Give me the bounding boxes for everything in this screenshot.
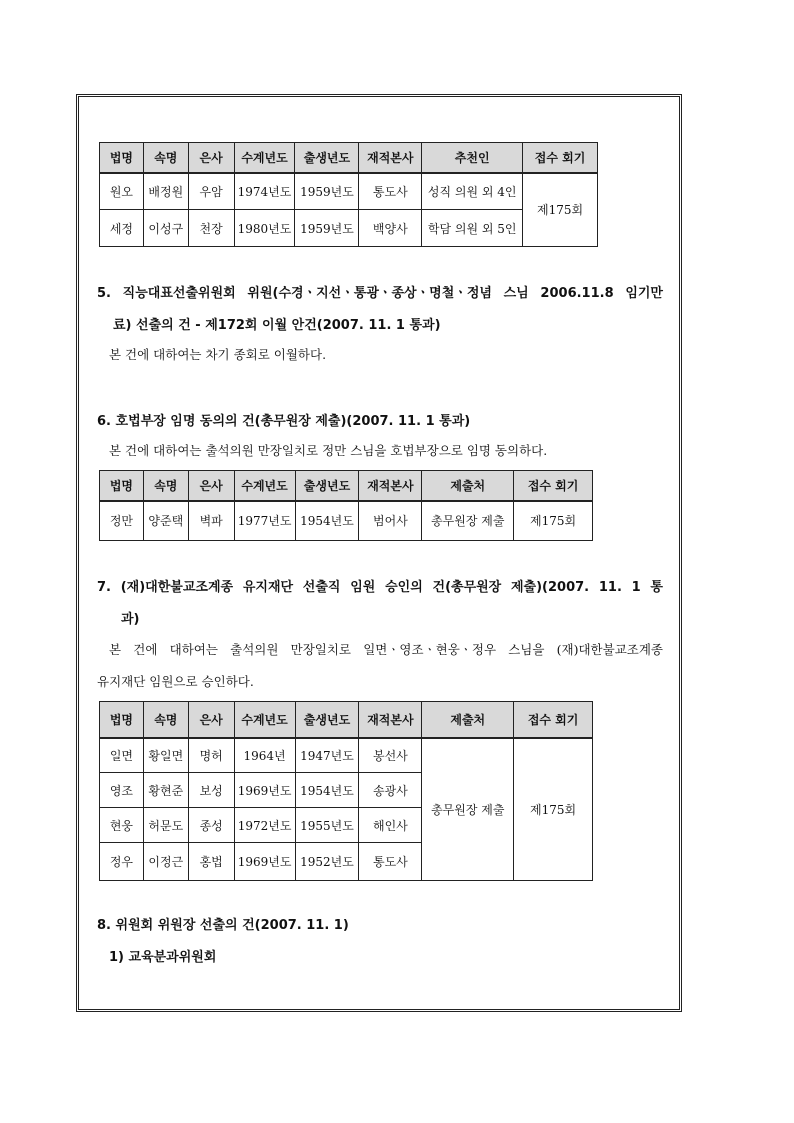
cell: 1969년도 <box>234 773 295 808</box>
cell: 정우 <box>100 843 144 881</box>
cell: 송광사 <box>359 773 422 808</box>
section6-body: 본 건에 대하여는 출석의원 만장일치로 정만 스님을 호법부장으로 임명 동의하다. <box>109 443 548 458</box>
appointment-table <box>99 470 593 541</box>
section5-body: 본 건에 대하여는 차기 종회로 이월하다. <box>109 347 327 362</box>
cell: 학담 의원 외 5인 <box>422 210 523 247</box>
cell: 1977년도 <box>234 501 295 541</box>
cell: 1954년도 <box>295 501 359 541</box>
session-cell: 제175회 <box>523 173 598 247</box>
table-header-row <box>100 702 593 738</box>
cell: 일면 <box>100 738 144 773</box>
col-header: 출생년도 <box>295 702 359 738</box>
section5-title-line2: 료) 선출의 건 - 제172회 이월 안건(2007. 11. 1 통과) <box>113 318 441 333</box>
cell: 정만 <box>100 501 144 541</box>
section8-title: 8. 위원회 위원장 선출의 건(2007. 11. 1) <box>97 918 349 933</box>
col-header: 속명 <box>143 143 188 173</box>
cell: 홍법 <box>188 843 234 881</box>
submitter-cell: 총무원장 제출 <box>422 738 514 881</box>
cell: 1952년도 <box>295 843 359 881</box>
col-header: 은사 <box>188 702 234 738</box>
col-header: 접수 회기 <box>514 702 593 738</box>
col-header: 법명 <box>100 702 144 738</box>
col-header: 은사 <box>188 143 234 173</box>
col-header: 재적본사 <box>359 471 422 501</box>
members-table <box>99 142 598 247</box>
col-header: 출생년도 <box>295 143 359 173</box>
cell: 세정 <box>100 210 144 247</box>
cell: 황현준 <box>143 773 188 808</box>
section7-body-line2: 유지재단 임원으로 승인하다. <box>97 674 254 689</box>
section7-title-line1: 7. (재)대한불교조계종 유지재단 선출직 임원 승인의 건(총무원장 제출)(2007. 11. 1 통 <box>97 580 663 595</box>
cell: 황일면 <box>143 738 188 773</box>
cell: 성직 의원 외 4인 <box>422 173 523 210</box>
session-cell: 제175회 <box>514 738 593 881</box>
cell: 1954년도 <box>295 773 359 808</box>
table-header-row <box>100 471 593 501</box>
col-header: 은사 <box>188 471 234 501</box>
table-row <box>100 173 598 210</box>
col-header: 출생년도 <box>295 471 359 501</box>
cell: 총무원장 제출 <box>422 501 514 541</box>
col-header: 제출처 <box>422 702 514 738</box>
section6-title: 6. 호법부장 임명 동의의 건(총무원장 제출)(2007. 11. 1 통과) <box>97 414 471 429</box>
cell: 1974년도 <box>234 173 295 210</box>
col-header: 수계년도 <box>234 471 295 501</box>
col-header: 접수 회기 <box>514 471 593 501</box>
cell: 우암 <box>188 173 234 210</box>
cell: 이정근 <box>143 843 188 881</box>
section7-body-line1: 본 건에 대하여는 출석의원 만장일치로 일면ㆍ영조ㆍ현웅ㆍ정우 스님을 (재)대한불교조계종 <box>109 642 663 657</box>
cell: 양준택 <box>143 501 188 541</box>
cell: 1959년도 <box>295 210 359 247</box>
cell: 범어사 <box>359 501 422 541</box>
cell: 현웅 <box>100 808 144 843</box>
col-header: 접수 회기 <box>523 143 598 173</box>
table-row <box>100 738 593 773</box>
section5-title-line1: 5. 직능대표선출위원회 위원(수경ㆍ지선ㆍ통광ㆍ종상ㆍ명철ㆍ정념 스님 2006.11.8 임기만 <box>97 286 663 301</box>
cell: 백양사 <box>359 210 422 247</box>
cell: 1964년 <box>234 738 295 773</box>
section7-title-line2: 과) <box>121 612 140 627</box>
cell: 영조 <box>100 773 144 808</box>
cell: 제175회 <box>514 501 593 541</box>
foundation-officers-table <box>99 701 593 881</box>
cell: 1947년도 <box>295 738 359 773</box>
col-header: 제출처 <box>422 471 514 501</box>
section8-sub: 1) 교육분과위원회 <box>109 950 217 965</box>
col-header: 법명 <box>100 471 144 501</box>
cell: 종성 <box>188 808 234 843</box>
cell: 1972년도 <box>234 808 295 843</box>
cell: 이성구 <box>143 210 188 247</box>
cell: 천장 <box>188 210 234 247</box>
cell: 1959년도 <box>295 173 359 210</box>
col-header: 속명 <box>143 471 188 501</box>
cell: 허문도 <box>143 808 188 843</box>
col-header: 법명 <box>100 143 144 173</box>
cell: 보성 <box>188 773 234 808</box>
cell: 1980년도 <box>234 210 295 247</box>
col-header: 재적본사 <box>359 143 422 173</box>
cell: 해인사 <box>359 808 422 843</box>
cell: 1969년도 <box>234 843 295 881</box>
cell: 배정원 <box>143 173 188 210</box>
col-header: 수계년도 <box>234 143 295 173</box>
table-header-row <box>100 143 598 173</box>
cell: 명허 <box>188 738 234 773</box>
cell: 통도사 <box>359 173 422 210</box>
col-header: 수계년도 <box>234 702 295 738</box>
cell: 봉선사 <box>359 738 422 773</box>
col-header: 재적본사 <box>359 702 422 738</box>
col-header: 속명 <box>143 702 188 738</box>
cell: 1955년도 <box>295 808 359 843</box>
table-row <box>100 501 593 541</box>
col-header: 추천인 <box>422 143 523 173</box>
cell: 통도사 <box>359 843 422 881</box>
cell: 원오 <box>100 173 144 210</box>
cell: 벽파 <box>188 501 234 541</box>
